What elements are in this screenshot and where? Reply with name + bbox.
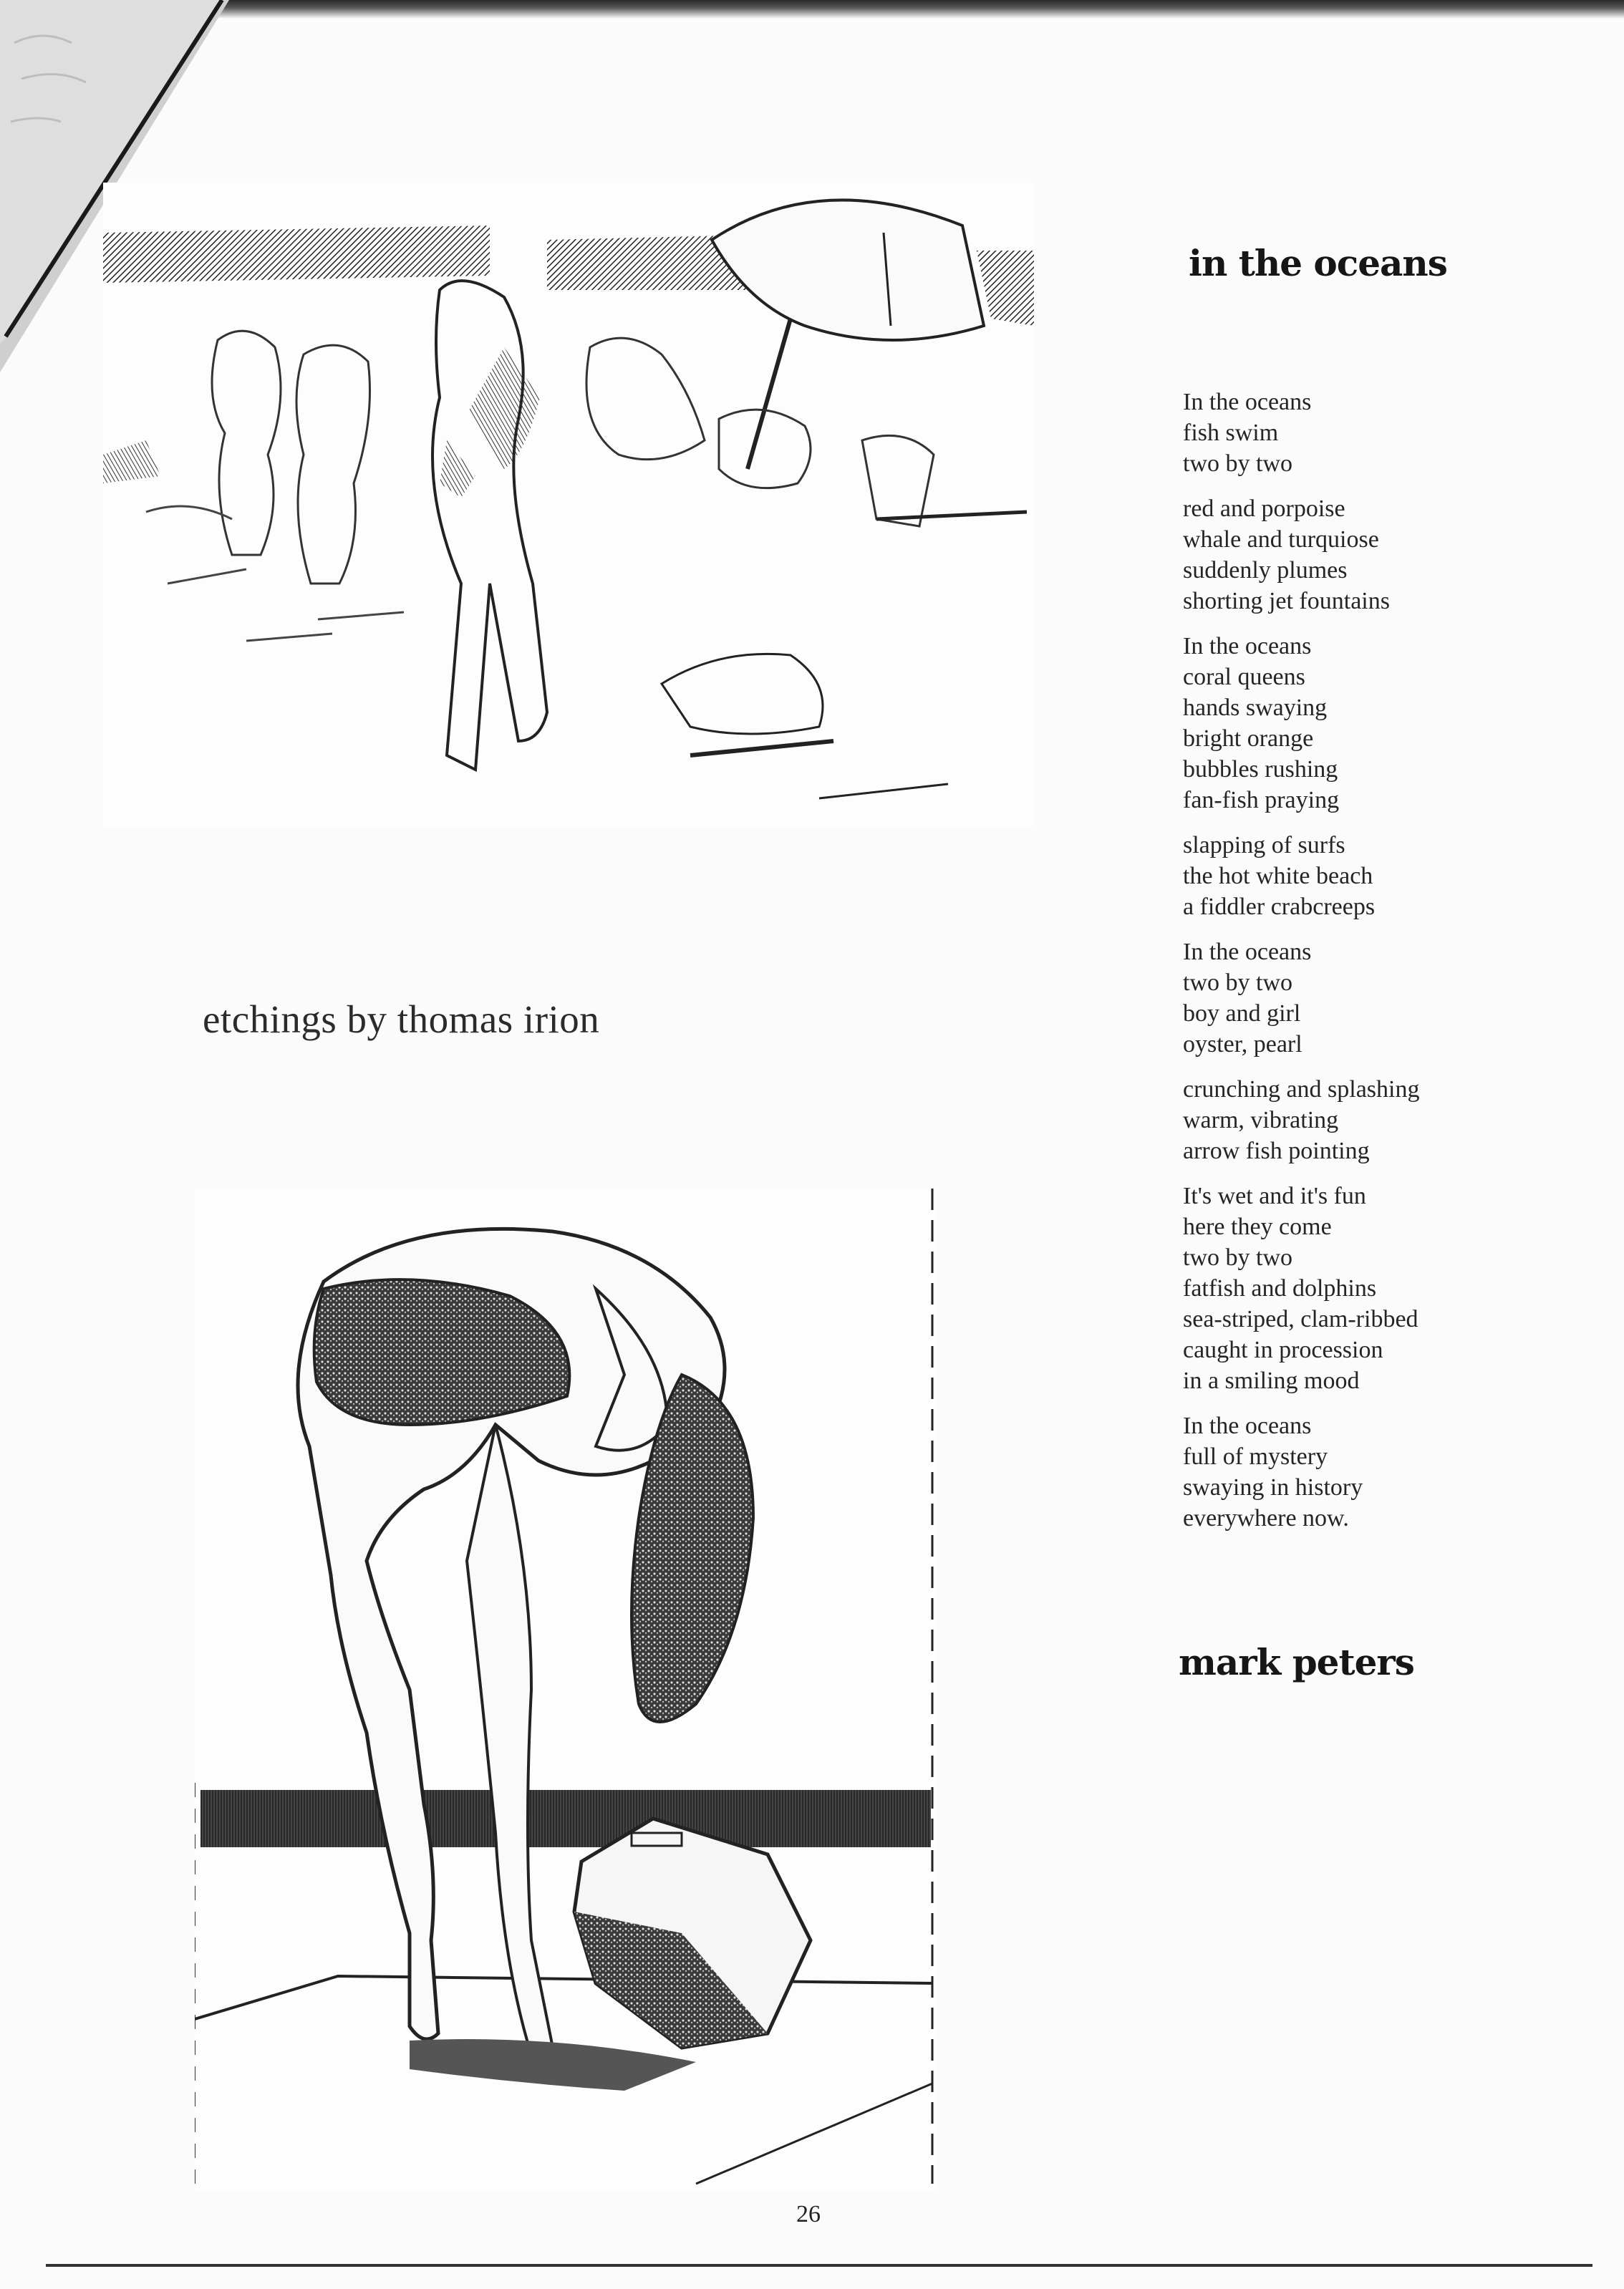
beach-etching-bottom xyxy=(195,1189,935,2191)
beach-umbrella-etching-image xyxy=(103,183,1034,827)
poem-line: shorting jet fountains xyxy=(1183,588,1390,614)
poem-line: arrow fish pointing xyxy=(1183,1138,1370,1164)
poem-line: oyster, pearl xyxy=(1183,1031,1302,1058)
poem-line: everywhere now. xyxy=(1183,1505,1349,1531)
poem-line: coral queens xyxy=(1183,664,1305,690)
poem-line: bright orange xyxy=(1183,725,1314,752)
poem-line: red and porpoise xyxy=(1183,495,1345,522)
stanza xyxy=(1183,1410,1484,1534)
poem-author: mark peters xyxy=(1179,1641,1414,1683)
stanza xyxy=(1183,937,1484,1060)
beach-etching-top xyxy=(103,183,1034,827)
bottom-rule xyxy=(46,2264,1592,2267)
stanza xyxy=(1183,493,1484,616)
poem-line: in a smiling mood xyxy=(1183,1368,1360,1394)
poem-line: In the oceans xyxy=(1183,389,1312,415)
poem-line: suddenly plumes xyxy=(1183,557,1348,584)
stanza xyxy=(1183,1181,1484,1396)
poem-line: boy and girl xyxy=(1183,1000,1301,1027)
poem-line: fatfish and dolphins xyxy=(1183,1275,1377,1302)
poem-line: full of mystery xyxy=(1183,1443,1328,1470)
poem-line: In the oceans xyxy=(1183,1413,1312,1439)
poem-line: fish swim xyxy=(1183,420,1279,446)
poem-line: warm, vibrating xyxy=(1183,1107,1339,1133)
poem-line: fan-fish praying xyxy=(1183,787,1340,813)
poem-line: crunching and splashing xyxy=(1183,1076,1420,1103)
poem-title: in the oceans xyxy=(1189,242,1447,284)
stanza xyxy=(1183,830,1484,922)
poem-line: In the oceans xyxy=(1183,939,1312,965)
poem-line: slapping of surfs xyxy=(1183,832,1345,858)
poem-line: In the oceans xyxy=(1183,633,1312,659)
poem-line: sea-striped, clam-ribbed xyxy=(1183,1306,1418,1332)
poem-line: bubbles rushing xyxy=(1183,756,1338,783)
page-top-shadow xyxy=(172,0,1624,19)
etchings-credit: etchings by thomas irion xyxy=(203,997,600,1041)
poem-line: whale and turquiose xyxy=(1183,526,1379,553)
poem-line: two by two xyxy=(1183,1244,1292,1271)
poem-line: two by two xyxy=(1183,450,1292,477)
stanza xyxy=(1183,387,1484,479)
poem-line: two by two xyxy=(1183,969,1292,996)
poem-line: here they come xyxy=(1183,1214,1332,1240)
poem-body xyxy=(1183,387,1484,1548)
page-number: 26 xyxy=(796,2201,821,2227)
poem-line: hands swaying xyxy=(1183,695,1328,721)
poem-line: the hot white beach xyxy=(1183,863,1373,889)
poem-line: caught in procession xyxy=(1183,1337,1383,1363)
poem-line: a fiddler crabcreeps xyxy=(1183,894,1376,920)
poem-line: swaying in history xyxy=(1183,1474,1363,1501)
stanza xyxy=(1183,631,1484,816)
poem-line: It's wet and it's fun xyxy=(1183,1183,1366,1209)
bending-woman-etching-image xyxy=(195,1189,935,2191)
stanza xyxy=(1183,1074,1484,1166)
